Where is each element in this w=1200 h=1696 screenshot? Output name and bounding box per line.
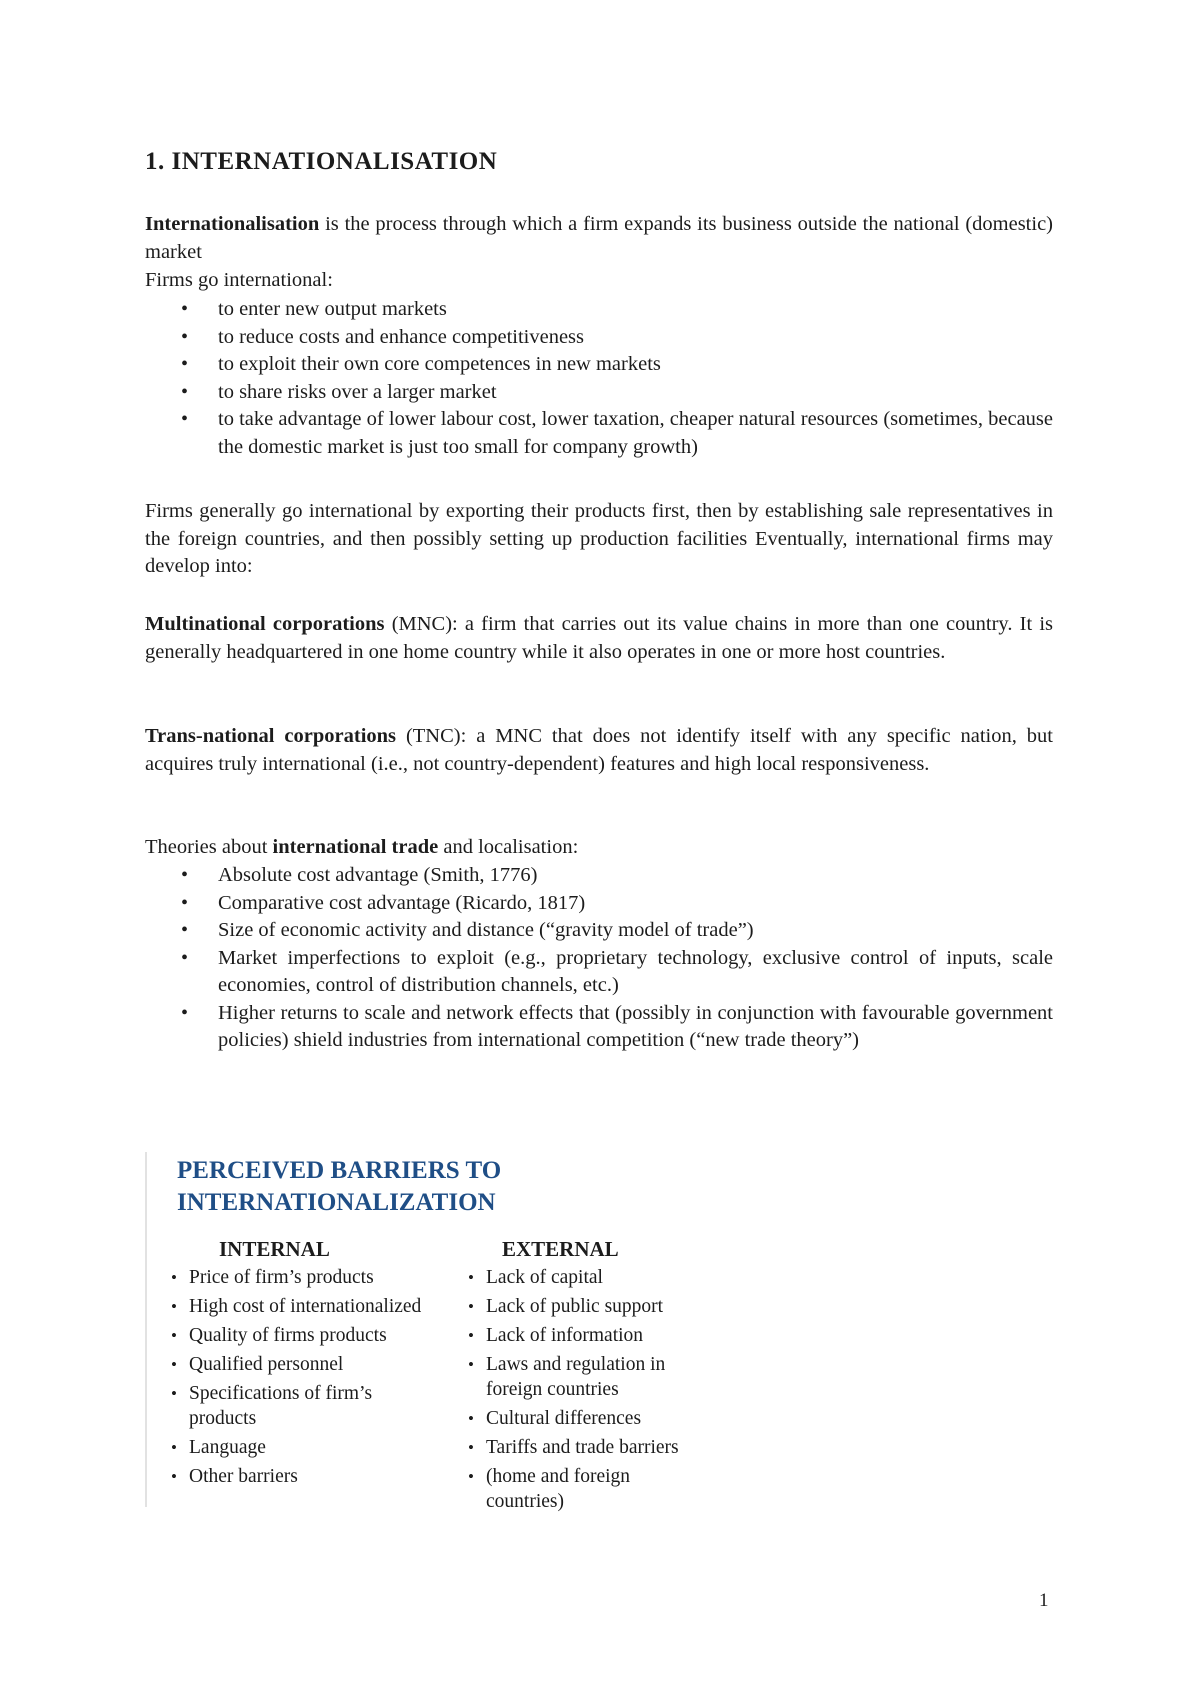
list-item: • High cost of internationalized <box>167 1294 467 1319</box>
theories-prefix: Theories about <box>145 836 273 858</box>
internal-header: INTERNAL <box>219 1237 330 1261</box>
list-item: • (home and foreign countries) <box>464 1464 666 1514</box>
section-heading: 1. INTERNATIONALISATION <box>145 148 498 175</box>
external-header: EXTERNAL <box>502 1237 619 1261</box>
list-item: • Specifications of firm’s products <box>167 1381 404 1431</box>
list-item: • Laws and regulation in foreign countries <box>464 1352 696 1402</box>
list-item: • Size of economic activity and distance (“gravity model of trade”) <box>145 917 1053 945</box>
list-item: • to share risks over a larger market <box>145 379 1053 407</box>
theories-suffix: and localisation: <box>438 836 579 858</box>
list-item: • Tariffs and trade barriers <box>464 1435 724 1460</box>
list-item: • Price of firm’s products <box>167 1265 467 1290</box>
internal-barriers-column <box>167 1237 467 1493</box>
list-item: • Higher returns to scale and network effects that (possibly in conjunction with favourable government policies) shield industries from international competition (“new trade theory”) <box>145 1000 1053 1055</box>
barriers-figure <box>145 1152 747 1512</box>
list-item: • Absolute cost advantage (Smith, 1776) <box>145 862 1053 890</box>
list-item: • Language <box>167 1435 467 1460</box>
list-item: • to reduce costs and enhance competitiveness <box>145 324 1053 352</box>
list-item: • Market imperfections to exploit (e.g., proprietary technology, exclusive control of inputs, scale economies, control of distribution channels, etc.) <box>145 945 1053 1000</box>
mnc-term: Multinational corporations <box>145 613 385 635</box>
list-item: • to enter new output markets <box>145 296 1053 324</box>
intro-term: Internationalisation <box>145 213 320 235</box>
list-item: • Quality of firms products <box>167 1323 467 1348</box>
tnc-paragraph <box>145 723 1053 778</box>
list-item: • Comparative cost advantage (Ricardo, 1817) <box>145 890 1053 918</box>
page-number: 1 <box>1039 1590 1049 1611</box>
list-item: • Qualified personnel <box>167 1352 467 1377</box>
theories-list <box>145 862 1053 1055</box>
theories-intro <box>145 834 578 862</box>
internal-barriers-list <box>167 1265 467 1489</box>
list-item: • Lack of information <box>464 1323 724 1348</box>
tnc-text: (TNC): a MNC that does not identify itself with any specific nation, but acquires truly international (i.e., not country-dependent) features and high local responsiveness. <box>145 725 1053 775</box>
external-barriers-column <box>464 1237 724 1518</box>
intro-text: is the process through which a firm expands its business outside the national (domestic) market <box>145 213 1053 263</box>
firms-go-label: Firms go international: <box>145 269 333 291</box>
theories-term: international trade <box>272 836 439 858</box>
mnc-text: (MNC): a firm that carries out its value chains in more than one country. It is generally headquartered in one home country while it also operates in one or more host countries. <box>145 613 1053 663</box>
list-item: • Other barriers <box>167 1464 467 1489</box>
mnc-paragraph <box>145 611 1053 666</box>
intro-paragraph <box>145 211 1053 266</box>
list-item: • Lack of capital <box>464 1265 724 1290</box>
tnc-term: Trans-national corporations <box>145 725 397 747</box>
reasons-list <box>145 296 1053 461</box>
external-barriers-list <box>464 1265 724 1514</box>
expansion-paragraph: Firms generally go international by exporting their products first, then by establishing sale representatives in the foreign countries, and then possibly setting up production facilities Eventually, international firms may develop into: <box>145 500 1053 577</box>
list-item: • Lack of public support <box>464 1294 724 1319</box>
list-item: • to exploit their own core competences in new markets <box>145 351 1053 379</box>
list-item: • Cultural differences <box>464 1406 724 1431</box>
barriers-title: PERCEIVED BARRIERS TO INTERNATIONALIZATION <box>177 1157 502 1216</box>
list-item: • to take advantage of lower labour cost, lower taxation, cheaper natural resources (sometimes, because the domestic market is just too small for company growth) <box>145 406 1053 461</box>
